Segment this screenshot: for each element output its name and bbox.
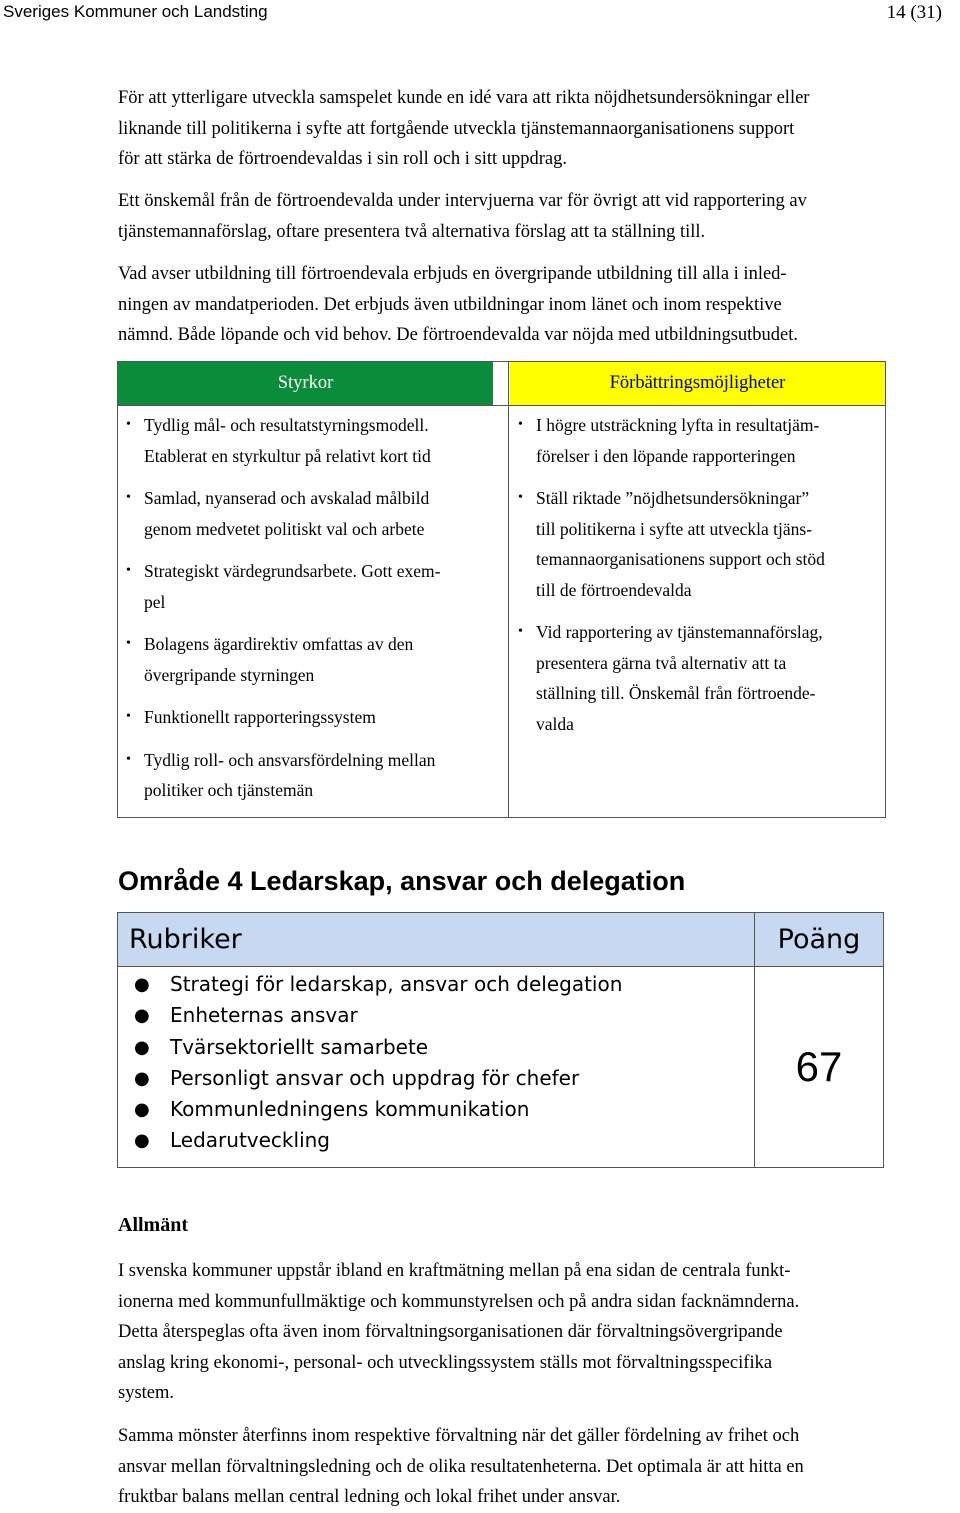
item-line: valda	[536, 713, 574, 734]
paragraph-proposals	[118, 186, 960, 247]
improvement-item	[516, 410, 881, 471]
rubric-item	[133, 1125, 622, 1156]
item-line: förelser i den löpande rapporteringen	[536, 445, 796, 466]
strengths-improvements-table	[117, 361, 886, 818]
item-line: till de förtroendevalda	[536, 579, 692, 600]
bullet-icon: •	[518, 624, 523, 639]
rubric-item-label: Personligt ansvar och uppdrag för chefer	[170, 1065, 580, 1090]
bullet-icon: •	[126, 636, 131, 651]
bullet-icon: ●	[134, 1067, 150, 1089]
strength-item	[124, 745, 499, 806]
improvements-list	[516, 410, 881, 751]
paragraph-line: ningen av mandatperioden. Det erbjuds även utbildningar inom länet och inom respektive	[118, 294, 782, 315]
paragraph-line: Samma mönster återfinns inom respektive förvaltning när det gäller fördelning av frihet och	[118, 1426, 800, 1446]
rubric-item-label: Enheternas ansvar	[170, 1003, 358, 1028]
paragraph-pattern	[118, 1421, 960, 1513]
bullet-icon: •	[126, 417, 131, 432]
paragraph-line: fruktbar balans mellan central ledning och lokal frihet under ansvar.	[118, 1487, 621, 1507]
paragraph-line: I svenska kommuner uppstår ibland en kraftmätning mellan på ena sidan de centrala funkt-	[118, 1261, 791, 1281]
rubric-list	[133, 969, 622, 1157]
paragraph-line: Vad avser utbildning till förtroendevala erbjuds en övergripande utbildning till alla i inled-	[118, 264, 787, 284]
strength-item	[124, 702, 499, 733]
bullet-icon: •	[518, 490, 523, 505]
bullet-icon: ●	[134, 974, 150, 995]
paragraph-line: nämnd. Både löpande och vid behov. De förtroendevalda var nöjda med utbildningsutbudet.	[118, 325, 799, 345]
bullet-icon: •	[126, 490, 131, 505]
general-heading: Allmänt	[118, 1214, 188, 1236]
item-line: Vid rapportering av tjänstemannaförslag,	[536, 622, 823, 642]
item-line: genom medvetet politiskt val och arbete	[144, 518, 425, 539]
item-line: Bolagens ägardirektiv omfattas av den	[144, 634, 414, 654]
rubric-item	[133, 969, 622, 1000]
item-line: presentera gärna två alternativ att ta	[536, 652, 787, 673]
item-line: I högre utsträckning lyfta in resultatjäm-	[536, 415, 820, 435]
bullet-icon: •	[126, 563, 131, 578]
strengths-header-label: Styrkor	[277, 373, 334, 393]
page-number: 14 (31)	[886, 2, 942, 23]
score-value: 67	[795, 1043, 843, 1090]
item-line: Tydlig mål- och resultatstyrningsmodell.	[144, 415, 429, 435]
rubric-item	[133, 1063, 622, 1094]
paragraph-line: Detta återspeglas ofta även inom förvaltningsorganisationen där förvaltningsövergripande	[118, 1322, 783, 1342]
strength-item	[124, 556, 499, 617]
rubric-item-label: Tvärsektoriellt samarbete	[170, 1034, 429, 1059]
rubric-table	[117, 912, 884, 1168]
item-line: Etablerat en styrkultur på relativt kort tid	[144, 445, 431, 466]
bullet-icon: ●	[134, 1036, 150, 1058]
paragraph-general	[118, 1256, 960, 1409]
rubric-item	[133, 1094, 622, 1125]
bullet-icon: ●	[134, 1005, 150, 1027]
bullet-icon: ●	[134, 1099, 150, 1121]
bullet-icon: ●	[134, 1130, 150, 1152]
rubric-item-label: Strategi för ledarskap, ansvar och delegation	[170, 972, 623, 996]
item-line: ställning till. Önskemål från förtroende-	[536, 683, 816, 703]
bullet-icon: •	[518, 417, 523, 432]
item-line: politiker och tjänstemän	[144, 780, 314, 800]
column-divider	[508, 362, 509, 817]
paragraph-line: liknande till politikerna i syfte att fortgående utveckla tjänstemannaorganisationens support	[118, 118, 795, 139]
header-divider	[118, 405, 885, 406]
strength-item	[124, 410, 499, 471]
rubric-item-label: Kommunledningens kommunikation	[170, 1097, 530, 1122]
improvements-header: Förbättringsmöjligheter	[510, 362, 885, 405]
item-line: pel	[144, 591, 166, 612]
item-line: Samlad, nyanserad och avskalad målbild	[144, 488, 430, 508]
strengths-list	[124, 410, 499, 818]
paragraph-line: för att stärka de förtroendevaldas i sin roll och i sitt uppdrag.	[118, 149, 568, 169]
strengths-header	[118, 362, 493, 405]
paragraph-support	[118, 83, 960, 175]
item-line: Tydlig roll- och ansvarsfördelning mellan	[144, 749, 436, 770]
improvement-item	[516, 617, 881, 739]
rubric-item	[133, 1032, 622, 1063]
paragraph-line: anslag kring ekonomi-, personal- och utvecklingssystem ställs mot förvaltningsspecifika	[118, 1352, 773, 1373]
bullet-icon: •	[126, 709, 131, 724]
item-line: övergripande styrningen	[144, 664, 315, 685]
paragraph-line: För att ytterligare utveckla samspelet kunde en idé vara att rikta nöjdhetsundersökningar eller	[118, 88, 810, 108]
bullet-icon: •	[126, 751, 131, 767]
score-header: Poäng	[755, 913, 883, 966]
item-line: Strategiskt värdegrundsarbete. Gott exem-	[144, 561, 441, 581]
paragraph-line: ionerna med kommunfullmäktige och kommunstyrelsen och på andra sidan facknämnderna.	[118, 1291, 800, 1312]
item-line: till politikerna i syfte att utveckla tjäns-	[536, 518, 813, 539]
section-title: Område 4 Ledarskap, ansvar och delegation	[118, 866, 686, 896]
rubric-item	[133, 1000, 622, 1031]
strength-item	[124, 629, 499, 690]
paragraph-line: tjänstemannaförslag, oftare presentera två alternativa förslag att ta ställning till.	[118, 221, 706, 242]
item-line: Ställ riktade ”nöjdhetsundersökningar”	[536, 488, 810, 508]
improvement-item	[516, 483, 881, 605]
item-line: temannaorganisationens support och stöd	[536, 549, 825, 569]
item-line: Funktionellt rapporteringssystem	[144, 707, 376, 727]
paragraph-line: Ett önskemål från de förtroendevalda under intervjuerna var för övrigt att vid rapportering av	[118, 191, 807, 211]
paragraph-line: system.	[118, 1383, 175, 1403]
rubric-item-label: Ledarutveckling	[170, 1128, 330, 1153]
rubric-header: Rubriker	[118, 913, 754, 966]
strength-item	[124, 483, 499, 544]
paragraph-education	[118, 259, 960, 351]
header-org: Sveriges Kommuner och Landsting	[3, 2, 268, 21]
paragraph-line: ansvar mellan förvaltningsledning och de olika resultatenheterna. Det optimala är att hitta en	[118, 1456, 804, 1477]
